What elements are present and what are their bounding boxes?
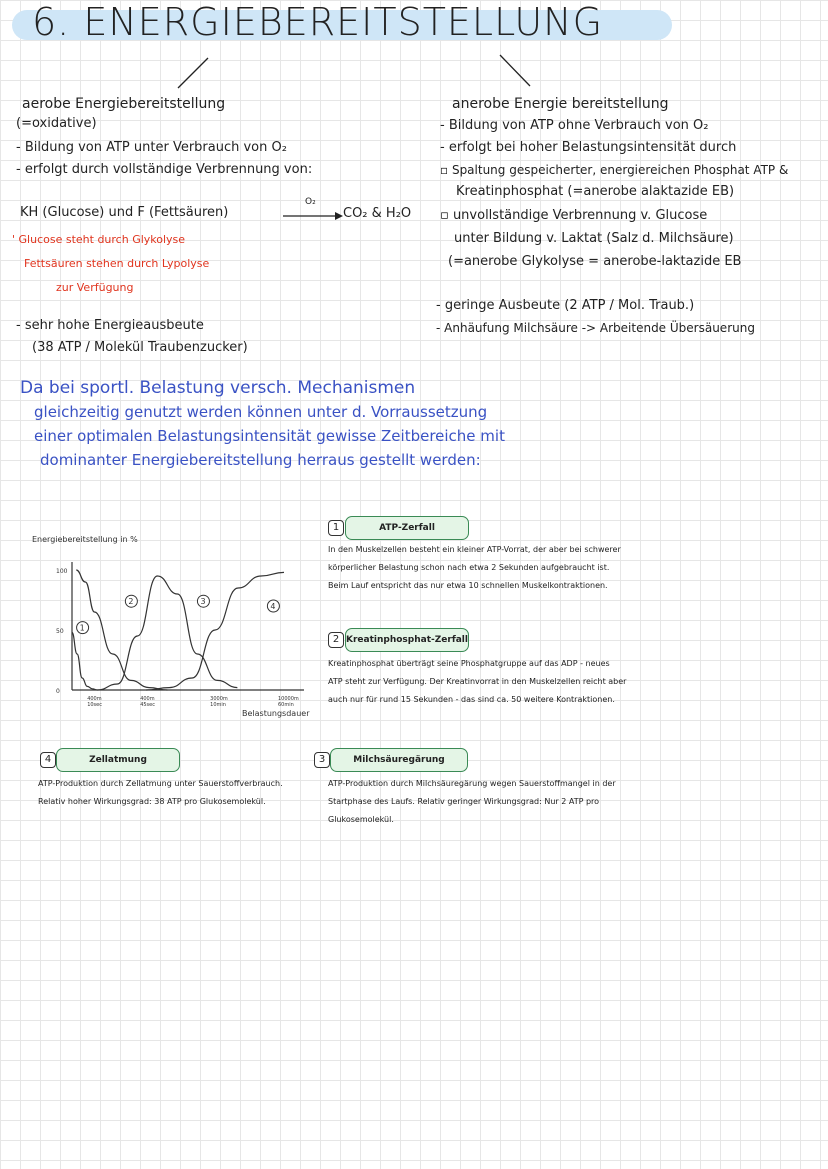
info-text-line: ATP-Produktion durch Milchsäuregärung wegen Sauerstoffmangel in der: [328, 779, 616, 788]
chart-series-2-line: [76, 570, 167, 690]
anaerobic-line: ▫ unvollständige Verbrennung v. Glucose: [440, 208, 708, 223]
blue-paragraph-line: einer optimalen Belastungsintensität gewisse Zeitbereiche mit: [34, 427, 505, 445]
chart-x-tick-sub: 10sec: [87, 702, 102, 708]
anaerobic-line: (=anerobe Glykolyse = anerobe-laktazide EB: [448, 254, 742, 269]
formula-products: CO₂ & H₂O: [343, 206, 412, 221]
chart-y-tick: 0: [56, 688, 60, 695]
chart-x-tick-sub: 10min: [210, 702, 226, 708]
anaerobic-heading: anerobe Energie bereitstellung: [452, 96, 669, 112]
formula-oxygen: O₂: [305, 197, 316, 207]
aerobic-line: - erfolgt durch vollständige Verbrennung von:: [16, 162, 313, 177]
chart-series-1-label: 1: [79, 623, 85, 633]
info-number-4: 4: [40, 752, 56, 768]
chart-series-4-label: 4: [270, 602, 276, 611]
chart-series-2-label: 2: [128, 597, 134, 607]
blue-paragraph-line: gleichzeitig genutzt werden können unter d. Vorraussetzung: [34, 403, 488, 421]
info-text-line: körperlicher Belastung schon nach etwa 2 Sekunden aufgebraucht ist.: [328, 563, 610, 572]
chart-x-tick: 400m: [87, 696, 102, 702]
formula-arrow: [283, 210, 343, 222]
chart-xlabel: Belastungsdauer: [242, 709, 310, 718]
blue-paragraph-line: Da bei sportl. Belastung versch. Mechanismen: [20, 378, 416, 398]
info-title-4: Zellatmung: [56, 748, 180, 772]
chart-series-1-line: [72, 632, 97, 690]
info-title-1: ATP-Zerfall: [345, 516, 469, 540]
red-note: ' Glucose steht durch Glykolyse: [12, 233, 186, 246]
red-note: Fettsäuren stehen durch Lypolyse: [24, 257, 210, 270]
chart-y-tick: 100: [56, 568, 68, 575]
info-number-3: 3: [314, 752, 330, 768]
chart-x-tick: 400m: [140, 696, 155, 702]
chart-x-tick: 10000m: [278, 696, 299, 702]
chart-series-4-line: [146, 572, 284, 690]
info-title-3: Milchsäuregärung: [330, 748, 468, 772]
page-title: 6. ENERGIEBEREITSTELLUNG: [32, 0, 604, 44]
aerobic-line: - Bildung von ATP unter Verbrauch von O₂: [16, 140, 287, 155]
info-title-2: Kreatinphosphat-Zerfall: [345, 628, 469, 652]
aerobic-yield: (38 ATP / Molekül Traubenzucker): [32, 340, 248, 355]
aerobic-subheading: (=oxidative): [16, 116, 97, 131]
info-text-line: In den Muskelzellen besteht ein kleiner ATP-Vorrat, der aber bei schwerer: [328, 545, 621, 554]
chart-series-3-line: [97, 576, 237, 690]
chart-y-tick: 50: [56, 628, 64, 635]
anaerobic-drawback: - geringe Ausbeute (2 ATP / Mol. Traub.): [436, 298, 695, 313]
anaerobic-line: - Bildung von ATP ohne Verbrauch von O₂: [440, 118, 709, 133]
info-number-1: 1: [328, 520, 344, 536]
chart-x-tick-sub: 60min: [278, 702, 294, 708]
info-number-2: 2: [328, 632, 344, 648]
chart-x-tick-sub: 45sec: [140, 702, 155, 708]
chart-ylabel: Energiebereitstellung in %: [32, 535, 138, 544]
anaerobic-line: ▫ Spaltung gespeicherter, energiereichen Phosphat ATP &: [440, 163, 789, 177]
connector-right: [500, 55, 530, 86]
formula-reactants: KH (Glucose) und F (Fettsäuren): [20, 205, 229, 220]
anaerobic-drawback: - Anhäufung Milchsäure -> Arbeitende Übersäuerung: [436, 321, 755, 335]
anaerobic-line: unter Bildung v. Laktat (Salz d. Milchsäure): [454, 231, 734, 246]
info-text-line: auch nur für rund 15 Sekunden - das sind ca. 50 weitere Kontraktionen.: [328, 695, 615, 704]
info-text-line: ATP-Produktion durch Zellatmung unter Sauerstoffverbrauch.: [38, 779, 283, 788]
info-text-line: Glukosemolekül.: [328, 815, 394, 824]
red-note: zur Verfügung: [56, 281, 134, 294]
chart-x-tick: 3000m: [210, 696, 228, 702]
info-text-line: Kreatinphosphat überträgt seine Phosphatgruppe auf das ADP - neues: [328, 659, 610, 668]
info-text-line: Startphase des Laufs. Relativ geringer Wirkungsgrad: Nur 2 ATP pro: [328, 797, 600, 806]
info-text-line: Beim Lauf entspricht das nur etwa 10 schnellen Muskelkontraktionen.: [328, 581, 608, 590]
info-text-line: ATP steht zur Verfügung. Der Kreatinvorrat in den Muskelzellen reicht aber: [328, 677, 627, 686]
chart-series-3-label: 3: [200, 597, 206, 607]
title-connectors: [0, 0, 828, 100]
energy-chart: [20, 530, 320, 750]
aerobic-yield: - sehr hohe Energieausbeute: [16, 318, 204, 333]
anaerobic-line: - erfolgt bei hoher Belastungsintensität durch: [440, 140, 737, 155]
connector-left: [178, 58, 208, 88]
aerobic-heading: aerobe Energiebereitstellung: [22, 96, 226, 112]
anaerobic-line: Kreatinphosphat (=anerobe alaktazide EB): [456, 184, 735, 199]
blue-paragraph-line: dominanter Energiebereitstellung herraus gestellt werden:: [40, 451, 481, 469]
info-text-line: Relativ hoher Wirkungsgrad: 38 ATP pro Glukosemolekül.: [38, 797, 266, 806]
